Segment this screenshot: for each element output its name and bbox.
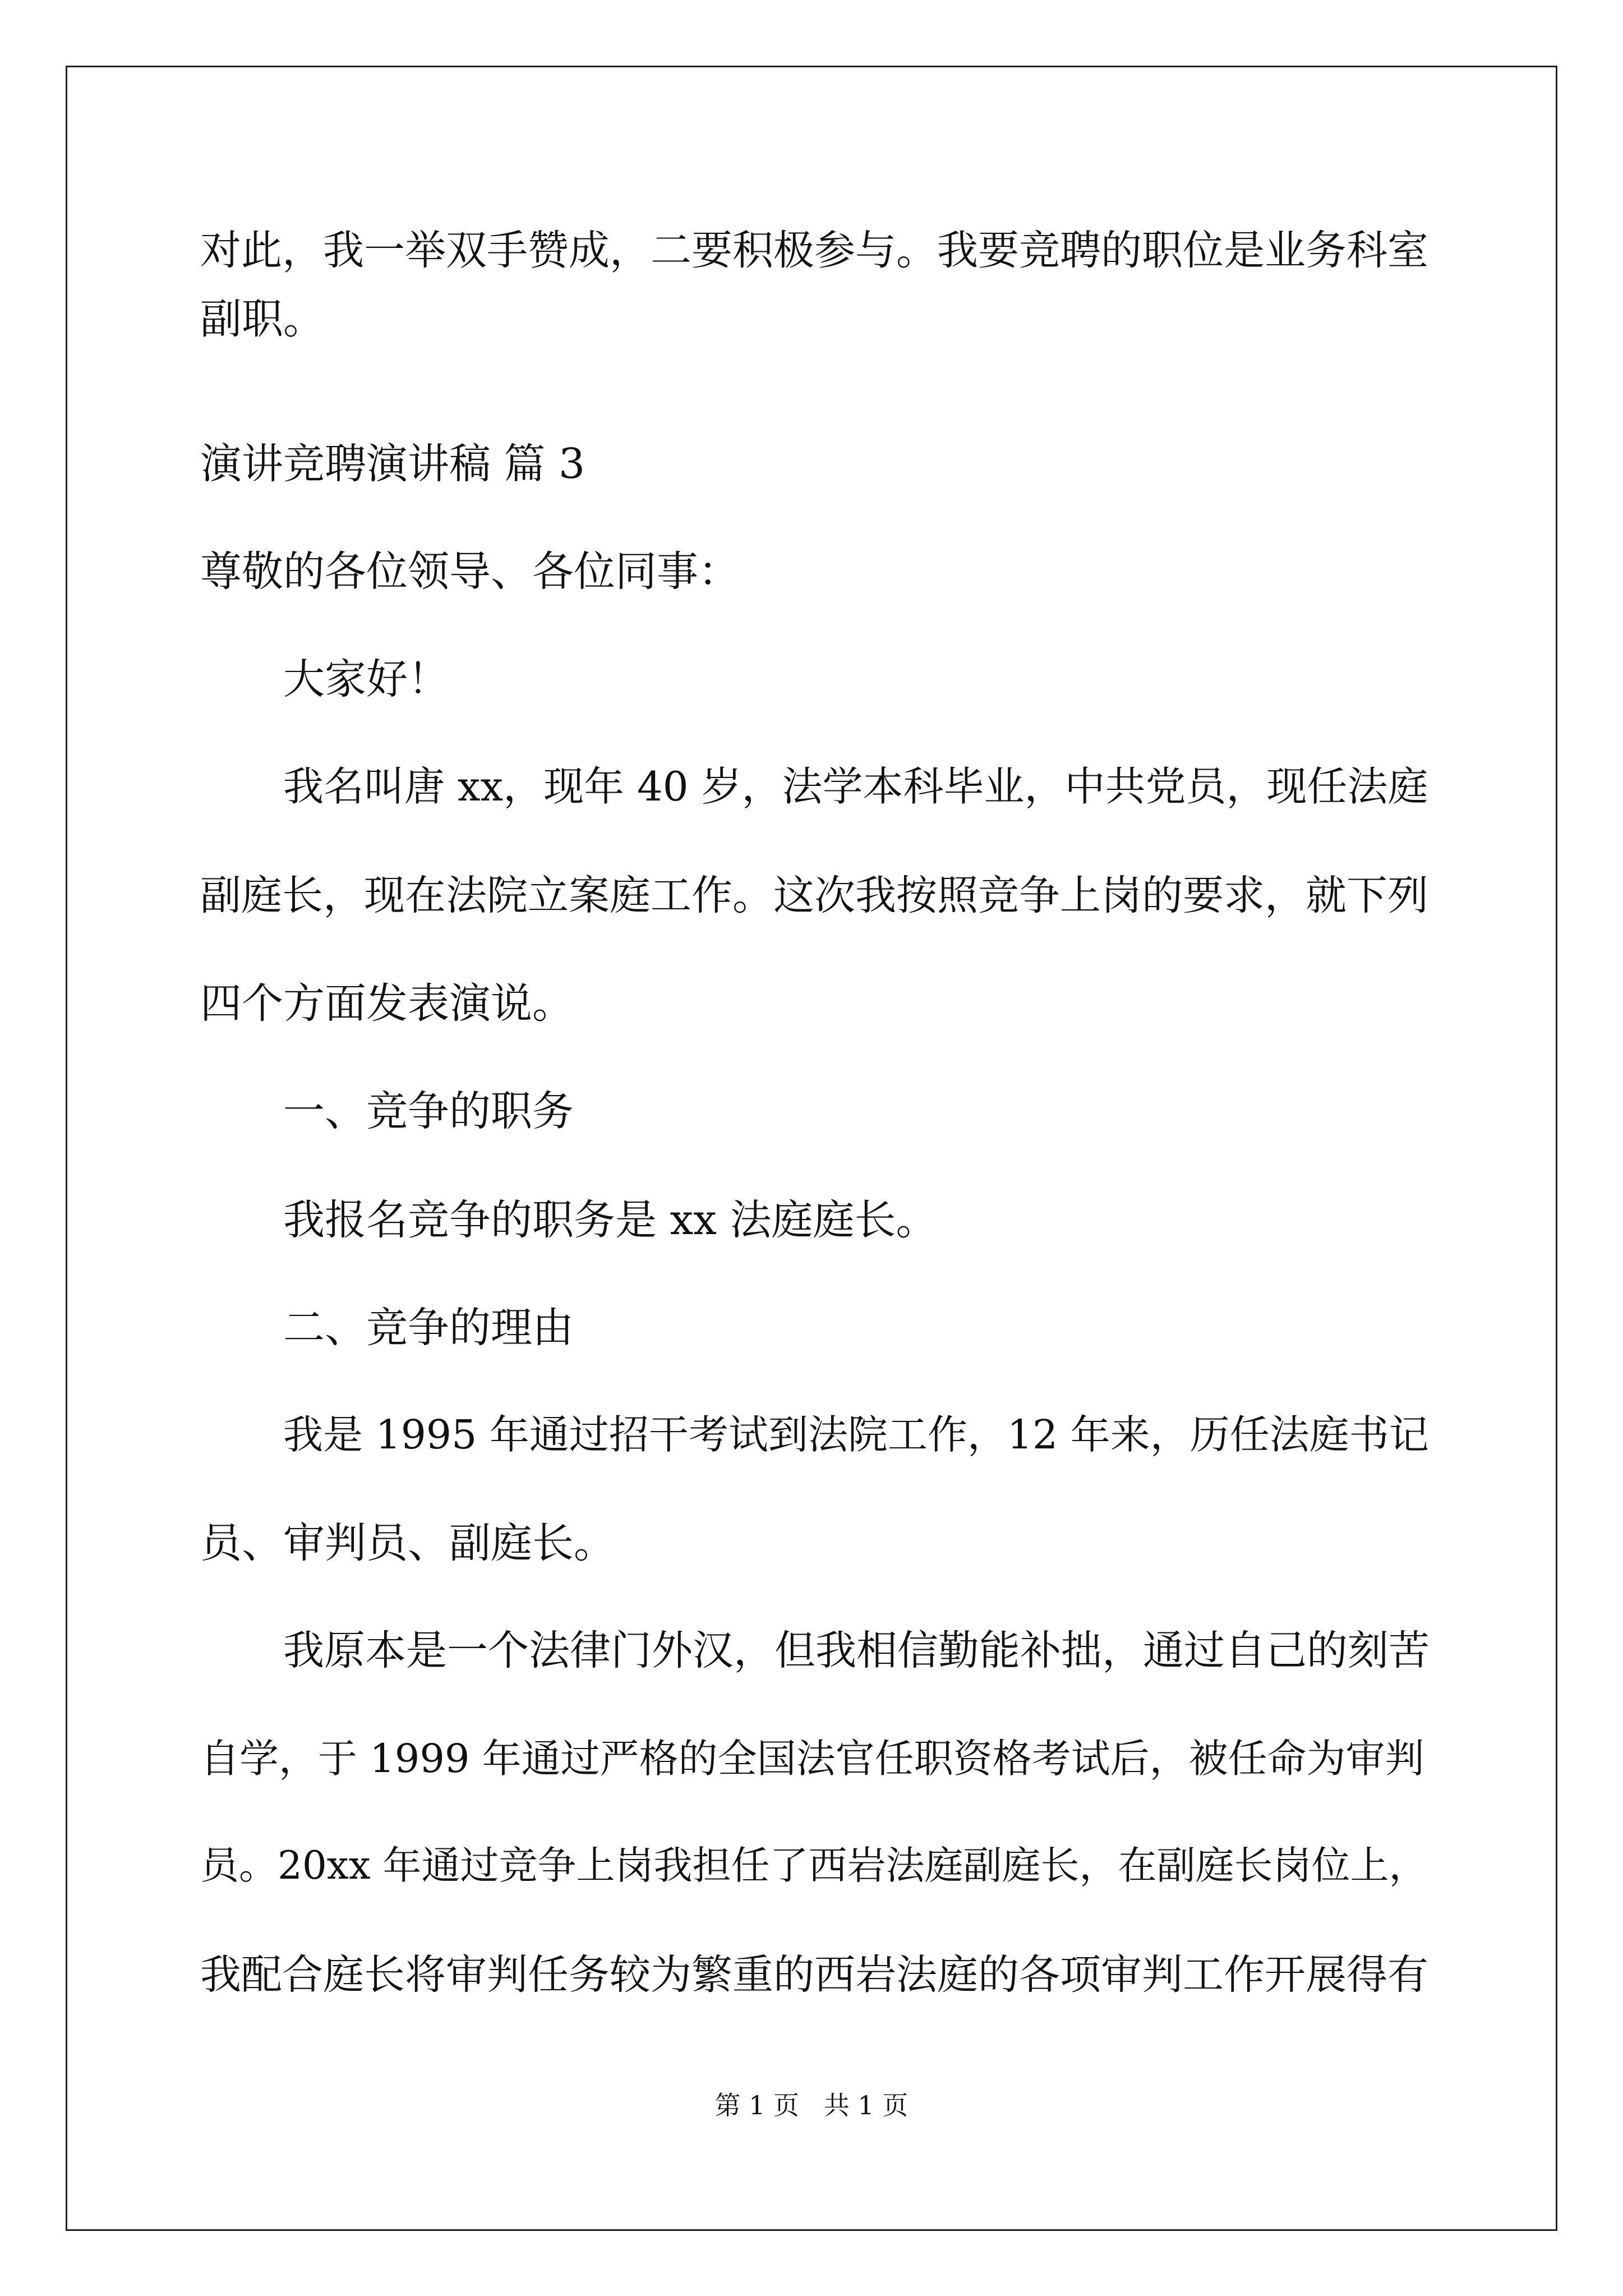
section-heading: 演讲竞聘演讲稿 篇 3 (200, 440, 585, 488)
text-line-15: 自学，于 1999 年通过严格的全国法官任职资格考试后，被任命为审判 (200, 1736, 1424, 1782)
text-line-7: 副庭长，现在法院立案庭工作。这次我按照竞争上岗的要求，就下列 (200, 872, 1428, 919)
subheading-1: 一、竞争的职务 (283, 1087, 574, 1135)
text-line-2: 副职。 (200, 295, 325, 343)
text-line-14: 我原本是一个法律门外汉，但我相信勤能补拙，通过自己的刻苦 (283, 1627, 1430, 1674)
text-line-1: 对此，我一举双手赞成，二要积极参与。我要竞聘的职位是业务科室 (200, 227, 1428, 274)
text-line-8: 四个方面发表演说。 (200, 979, 574, 1028)
greeting: 大家好！ (283, 655, 449, 703)
salutation: 尊敬的各位领导、各位同事： (200, 547, 740, 596)
text-line-16: 员。20xx 年通过竞争上岗我担任了西岩法庭副庭长，在副庭长岗位上， (200, 1843, 1428, 1888)
subheading-2: 二、竞争的理由 (283, 1304, 574, 1352)
text-line-6: 我名叫唐 xx，现年 40 岁，法学本科毕业，中共党员，现任法庭 (283, 763, 1428, 810)
text-line-10: 我报名竞争的职务是 xx 法庭庭长。 (283, 1196, 938, 1244)
page-border (66, 66, 1557, 2231)
page-footer: 第 1 页 共 1 页 (714, 2090, 909, 2120)
text-line-13: 员、审判员、副庭长。 (200, 1519, 615, 1567)
text-line-12: 我是 1995 年通过招干考试到法院工作，12 年来，历任法庭书记 (283, 1411, 1429, 1458)
text-line-17: 我配合庭长将审判任务较为繁重的西岩法庭的各项审判工作开展得有 (200, 1951, 1428, 1999)
